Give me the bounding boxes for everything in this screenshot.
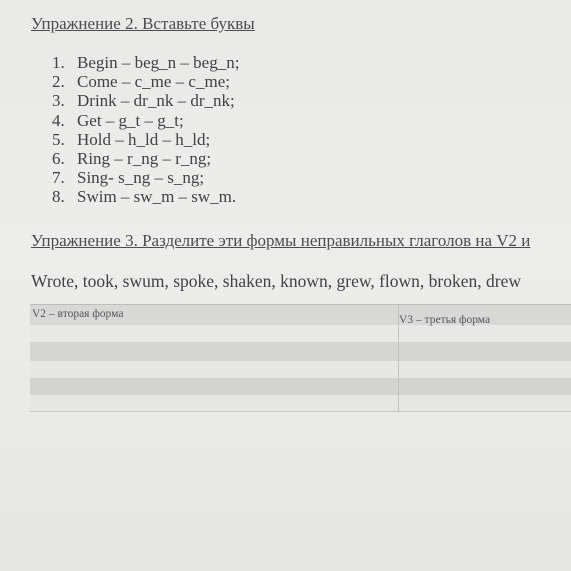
item-text: Drink – dr_nk – dr_nk; — [77, 91, 235, 111]
list-item — [52, 91, 239, 110]
table-row — [30, 395, 571, 412]
list-item — [52, 72, 239, 91]
table-row — [30, 342, 571, 361]
item-number: 3. — [52, 91, 65, 111]
exercise-2-list — [52, 53, 239, 207]
item-number: 1. — [52, 53, 65, 72]
answer-table — [30, 304, 571, 411]
item-text: Swim – sw_m – sw_m. — [77, 187, 237, 207]
item-text: Begin – beg_n – beg_n; — [77, 53, 240, 72]
item-number: 8. — [52, 187, 65, 207]
item-number: 6. — [52, 149, 65, 169]
item-number: 7. — [52, 168, 65, 188]
table-row — [30, 325, 571, 342]
list-item — [52, 53, 239, 72]
table-row — [30, 361, 571, 378]
list-item — [52, 168, 239, 187]
list-item — [52, 111, 239, 130]
item-text: Get – g_t – g_t; — [77, 110, 184, 130]
column-header-v2: V2 – вторая форма — [32, 308, 124, 320]
verb-list: Wrote, took, swum, spoke, shaken, known, grew, flown, broken, drew — [31, 271, 522, 291]
item-number: 5. — [52, 129, 65, 149]
list-item — [52, 149, 239, 168]
item-text: Come – c_me – c_me; — [77, 72, 230, 92]
item-text: Ring – r_ng – r_ng; — [77, 149, 212, 169]
item-text: Sing- s_ng – s_ng; — [77, 168, 205, 188]
list-item — [52, 187, 239, 206]
item-number: 2. — [52, 72, 65, 92]
table-row — [30, 378, 571, 395]
item-text: Hold – h_ld – h_ld; — [77, 129, 211, 149]
exercise-3-title: Упражнение 3. Разделите эти формы неправильных глаголов на V2 и — [31, 231, 531, 250]
list-item — [52, 130, 239, 149]
exercise-2-title: Упражнение 2. Вставьте буквы — [31, 14, 255, 33]
column-header-v3: V3 – третья форма — [399, 314, 491, 326]
item-number: 4. — [52, 110, 65, 130]
